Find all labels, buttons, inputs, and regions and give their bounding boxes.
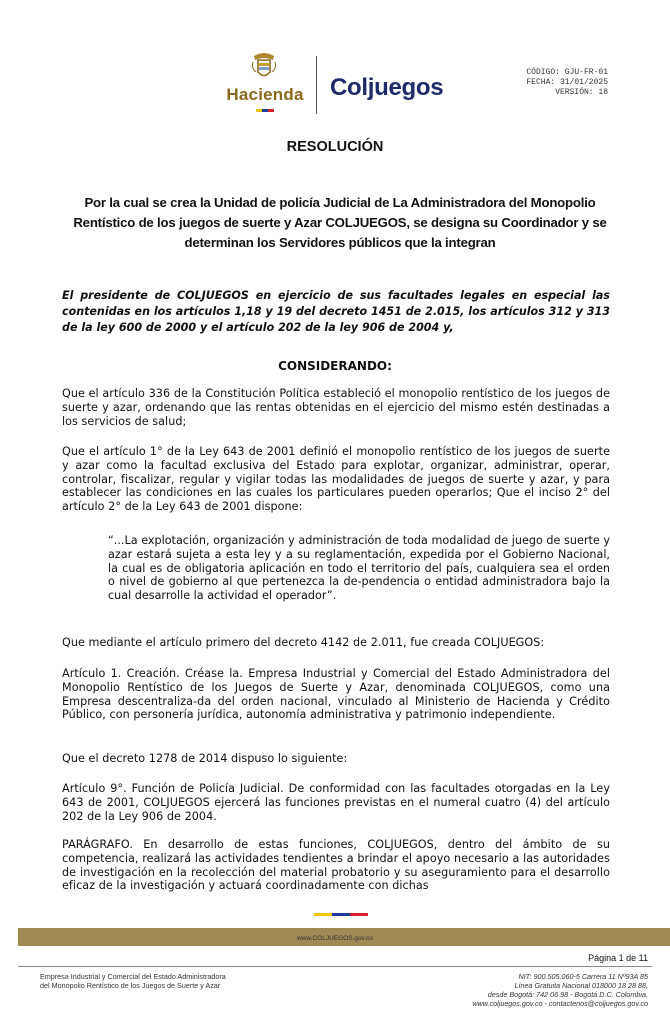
paragraph: Artículo 1. Creación. Créase la. Empresa Industrial y Comercial del Estado Administradora del Monopolio Rentístico de los Juegos de Suerte y Azar, denominada COLJUEGOS, como una Empresa descentraliza-da del orden nacional, vinculado al Ministerio de Hacienda y Crédito Público, con personería jurídica, autonomía administrativa y patrimonio independiente. (62, 667, 610, 722)
paragraph: Que el decreto 1278 de 2014 dispuso lo siguiente: (62, 752, 348, 765)
hacienda-logo-text: Hacienda (226, 85, 304, 104)
preamble: El presidente de COLJUEGOS en ejercicio de sus facultades legales en especial las contenidas en los artículos 1,18 y 19 del decreto 1451 de 2.015, los artículos 312 y 313 de la ley 600 de 2000 y el artículo 202 de la ley 906 de 2004 y, (62, 289, 610, 334)
contact-line: desde Bogotá: 742 06 98 - Bogotá D.C. Colombia. (487, 990, 648, 999)
paragraph: Que el artículo 1° de la Ley 643 de 2001 definió el monopolio rentístico de los juegos de suerte y azar como la facultad exclusiva del Estado para explotar, organizar, administrar, operar, controlar, fiscalizar, regular y vigilar todas las modalidades de juegos de suerte y azar, y para establecer las condiciones en las cuales los particulares pueden operarlos; Que el inciso 2° del artículo 2° de la Ley 643 de 2001 dispone: (62, 445, 610, 514)
contact-info (472, 972, 648, 1008)
contact-line: NIT: 900.505.060-5 Carrera 11 Nº93A 85 (518, 972, 648, 981)
company-line: Empresa Industrial y Comercial del Estado Administradora (40, 972, 226, 981)
colombia-crest-icon (251, 52, 277, 82)
contact-line: Línea Gratuita Nacional 018000 18 28 88, (514, 981, 648, 990)
company-line: del Monopolio Rentístico de los Juegos de Suerte y Azar (40, 981, 221, 990)
resolution-title: RESOLUCIÓN (286, 139, 384, 155)
contact-line[interactable]: www.coljuegos.gov.co - contactenos@coljuegos.gov.co (472, 999, 648, 1008)
coljuegos-logo (330, 74, 443, 102)
footer-divider (18, 966, 652, 967)
flag-stripe (256, 109, 274, 112)
company-info (40, 972, 226, 990)
hacienda-logo (222, 52, 308, 116)
document-code-block (526, 68, 608, 98)
header-divider (316, 56, 317, 114)
document-date: FECHA: 31/01/2025 (526, 78, 608, 87)
page-number: Página 1 de 11 (588, 953, 648, 963)
quoted-paragraph: “...La explotación, organización y administración de toda modalidad de juego de suerte y azar estará sujeta a esta ley y a su reglamentación, expedida por el Gobierno Nacional, la cual es de obligatoria aplicación en todo el territorio del país, cualquiera sea el orden o nivel de gobierno al que pertenezca la de-pendencia o entidad administradora bajo la cual desarrolle la actividad el operador”. (108, 534, 610, 603)
document-code: CÓDIGO: GJU-FR-01 (526, 68, 608, 77)
paragraph: Que el artículo 336 de la Constitución Política estableció el monopolio rentístico de los juegos de suerte y azar, ordenando que las rentas obtenidas en el ejercicio del mismo estén destinadas a los servicios de salud; (62, 387, 610, 428)
coljuegos-logo-text: Coljuegos (330, 74, 444, 101)
paragraph: Artículo 9°. Función de Policía Judicial. De conformidad con las facultades otorgadas en la Ley 643 de 2001, COLJUEGOS ejercerá las funciones previstas en el numeral cuatro (4) del artículo 202 de la Ley 906 de 2004. (62, 782, 610, 823)
resolution-subject: Por la cual se crea la Unidad de policía Judicial de La Administradora del Monopolio Rentístico de los juegos de suerte y Azar COLJUEGOS, se designa su Coordinador y se determinan los Servidores públicos que la integran (73, 195, 607, 250)
paragraph: Que mediante el artículo primero del decreto 4142 de 2.011, fue creada COLJUEGOS: (62, 636, 545, 649)
paragraph: PARÁGRAFO. En desarrollo de estas funciones, COLJUEGOS, dentro del ámbito de su competencia, realizará las actividades tendientes a brindar el apoyo necesario a las autoridades de investigación en la recolección del material probatorio y su aseguramiento para el desarrollo eficaz de la investigación y actuará coordinadamente con dichas (62, 838, 610, 893)
footer-url[interactable]: www.COLJUEGOS.gov.co (296, 935, 374, 942)
footer-flag-stripe (314, 913, 368, 916)
considerando-heading: CONSIDERANDO: (278, 359, 392, 373)
document-version: VERSIÓN: 18 (555, 88, 608, 97)
